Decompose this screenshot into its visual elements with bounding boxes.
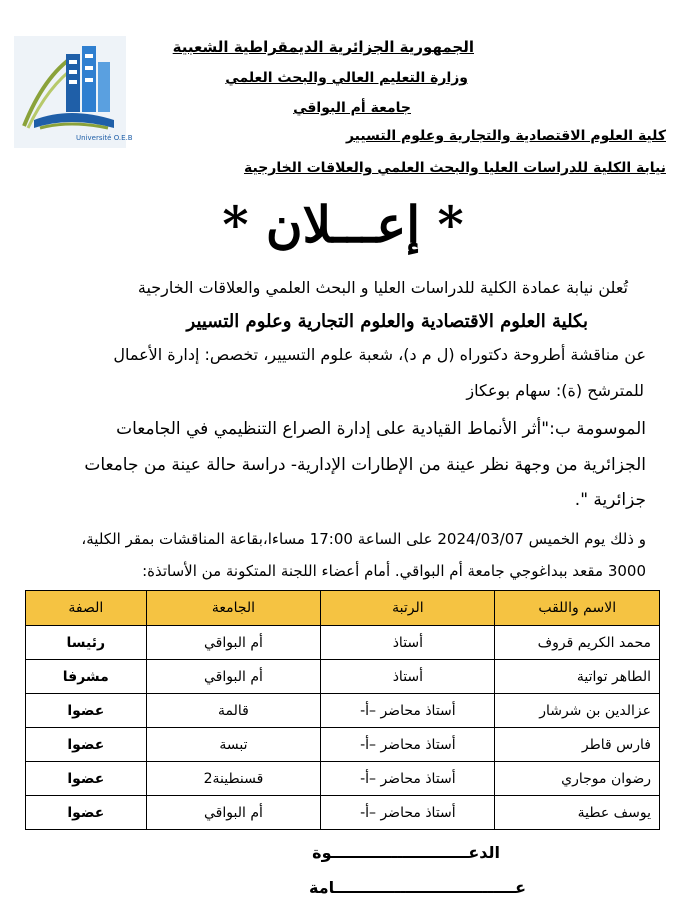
cell-university: أم البواقي bbox=[146, 660, 321, 694]
header-name: الاسم واللقب bbox=[495, 591, 660, 626]
cell-name: عزالدين بن شرشار bbox=[495, 694, 660, 728]
page-title: * إعـــلان * bbox=[222, 195, 464, 254]
cell-rank: أستاذ محاضر –أ- bbox=[321, 728, 495, 762]
cell-name: رضوان موجاري bbox=[495, 762, 660, 796]
table-row bbox=[26, 626, 660, 660]
committee-table bbox=[25, 590, 660, 830]
cell-role: مشرفا bbox=[26, 660, 147, 694]
header-university: جامعة أم البواقي bbox=[293, 100, 411, 116]
footer-invitation: الدعـــــــــــــــــــــــــوة bbox=[312, 843, 500, 862]
cell-name: محمد الكريم قروف bbox=[495, 626, 660, 660]
header-faculty: كلية العلوم الاقتصادية والتجارية وعلوم التسيير bbox=[345, 128, 666, 144]
cell-rank: أستاذ bbox=[321, 626, 495, 660]
cell-university: تبسة bbox=[146, 728, 321, 762]
header-republic: الجمهورية الجزائرية الديمقراطية الشعبية bbox=[172, 38, 474, 56]
cell-role: رئيسا bbox=[26, 626, 147, 660]
cell-role: عضوا bbox=[26, 694, 147, 728]
cell-university: قالمة bbox=[146, 694, 321, 728]
cell-university: أم البواقي bbox=[146, 796, 321, 830]
cell-name: فارس قاطر bbox=[495, 728, 660, 762]
thesis-title-line-3: جزائرية ". bbox=[574, 490, 646, 510]
cell-university: أم البواقي bbox=[146, 626, 321, 660]
header-vice-deanship: نيابة الكلية للدراسات العليا والبحث العلمي والعلاقات الخارجية bbox=[243, 160, 666, 176]
cell-rank: أستاذ محاضر –أ- bbox=[321, 694, 495, 728]
table-header-row bbox=[26, 591, 660, 626]
cell-university: قسنطينة2 bbox=[146, 762, 321, 796]
footer-public: عـــــــــــــــــــــــــــــــــامة bbox=[308, 878, 526, 897]
candidate-line: للمترشح (ة): سهام بوعكاز bbox=[466, 381, 644, 400]
thesis-title-line-1: الموسومة ب:"أثر الأنماط القيادية على إدارة الصراع التنظيمي في الجامعات bbox=[116, 419, 646, 439]
table-row bbox=[26, 796, 660, 830]
header-role: الصفة bbox=[26, 591, 147, 626]
cell-name: الطاهر تواتية bbox=[495, 660, 660, 694]
header-ministry: وزارة التعليم العالي والبحث العلمي bbox=[225, 70, 468, 86]
cell-rank: أستاذ محاضر –أ- bbox=[321, 762, 495, 796]
cell-role: عضوا bbox=[26, 762, 147, 796]
university-logo-icon bbox=[14, 36, 133, 148]
cell-name: يوسف عطية bbox=[495, 796, 660, 830]
body-line-2: بكلية العلوم الاقتصادية والعلوم التجارية وعلوم التسيير bbox=[186, 311, 588, 332]
thesis-title-line-2: الجزائرية من وجهة نظر عينة من الإطارات الإدارية- دراسة حالة عينة من جامعات bbox=[84, 455, 646, 475]
table-row bbox=[26, 728, 660, 762]
body-line-3: عن مناقشة أطروحة دكتوراه (ل م د)، شعبة علوم التسيير، تخصص: إدارة الأعمال bbox=[113, 345, 646, 364]
header-university: الجامعة bbox=[146, 591, 321, 626]
body-line-1: تُعلن نيابة عمادة الكلية للدراسات العليا و البحث العلمي والعلاقات الخارجية bbox=[137, 278, 628, 297]
cell-role: عضوا bbox=[26, 796, 147, 830]
venue-line: 3000 مقعد ببداغوجي جامعة أم البواقي. أمام أعضاء اللجنة المتكونة من الأساتذة: bbox=[142, 562, 646, 580]
cell-rank: أستاذ bbox=[321, 660, 495, 694]
table-row bbox=[26, 660, 660, 694]
cell-role: عضوا bbox=[26, 728, 147, 762]
table-row bbox=[26, 762, 660, 796]
header-rank: الرتبة bbox=[321, 591, 495, 626]
date-line: و ذلك يوم الخميس 2024/03/07 على الساعة 17:00 مساءا،بقاعة المناقشات بمقر الكلية، bbox=[81, 530, 646, 548]
cell-rank: أستاذ محاضر –أ- bbox=[321, 796, 495, 830]
table-row bbox=[26, 694, 660, 728]
svg-text:Université O.E.B: Université O.E.B bbox=[76, 134, 133, 142]
